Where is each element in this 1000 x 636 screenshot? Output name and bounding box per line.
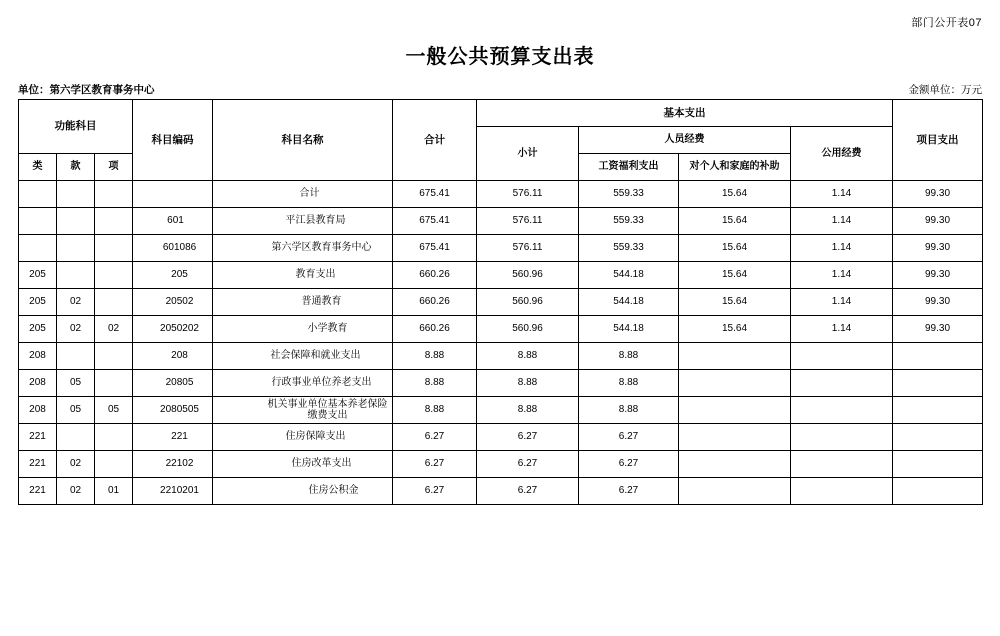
header-subject-code: 科目编码 <box>133 100 213 181</box>
cell-kuan: 02 <box>57 316 95 343</box>
cell-salary-welfare: 6.27 <box>579 451 679 478</box>
cell-subject-name: 机关事业单位基本养老保险缴费支出 <box>213 397 393 424</box>
cell-total: 6.27 <box>393 424 477 451</box>
cell-subject-name: 第六学区教育事务中心 <box>213 235 393 262</box>
cell-project-expenditure: 99.30 <box>893 262 983 289</box>
cell-public-funds: 1.14 <box>791 289 893 316</box>
cell-total: 660.26 <box>393 316 477 343</box>
header-function-subject: 功能科目 <box>19 100 133 154</box>
cell-total: 675.41 <box>393 235 477 262</box>
cell-total: 6.27 <box>393 478 477 505</box>
cell-xiang <box>95 451 133 478</box>
cell-subsidy-to-individuals <box>679 478 791 505</box>
cell-project-expenditure: 99.30 <box>893 208 983 235</box>
form-number-note: 部门公开表07 <box>911 17 982 29</box>
table-body <box>19 181 983 505</box>
table-row <box>19 478 983 505</box>
cell-subsidy-to-individuals: 15.64 <box>679 208 791 235</box>
cell-public-funds <box>791 370 893 397</box>
cell-class: 208 <box>19 343 57 370</box>
budget-expenditure-table <box>18 99 983 505</box>
cell-public-funds: 1.14 <box>791 235 893 262</box>
cell-basic-subtotal: 8.88 <box>477 397 579 424</box>
cell-class: 205 <box>19 316 57 343</box>
cell-kuan <box>57 262 95 289</box>
cell-salary-welfare: 559.33 <box>579 208 679 235</box>
cell-subject-name: 普通教育 <box>213 289 393 316</box>
cell-salary-welfare: 559.33 <box>579 235 679 262</box>
cell-class <box>19 208 57 235</box>
cell-basic-subtotal: 560.96 <box>477 316 579 343</box>
header-project-expenditure: 项目支出 <box>893 100 983 181</box>
cell-project-expenditure <box>893 478 983 505</box>
table-header-row-1 <box>19 100 983 127</box>
cell-kuan <box>57 343 95 370</box>
cell-salary-welfare: 544.18 <box>579 316 679 343</box>
cell-subsidy-to-individuals <box>679 397 791 424</box>
cell-subject-code: 20502 <box>133 289 213 316</box>
cell-xiang <box>95 289 133 316</box>
table-row <box>19 316 983 343</box>
cell-subject-code: 208 <box>133 343 213 370</box>
cell-class: 205 <box>19 262 57 289</box>
cell-subject-code: 205 <box>133 262 213 289</box>
cell-kuan: 05 <box>57 397 95 424</box>
cell-xiang <box>95 424 133 451</box>
cell-subject-code <box>133 181 213 208</box>
cell-subsidy-to-individuals: 15.64 <box>679 262 791 289</box>
table-row <box>19 370 983 397</box>
cell-total: 675.41 <box>393 181 477 208</box>
cell-xiang <box>95 343 133 370</box>
cell-subsidy-to-individuals: 15.64 <box>679 235 791 262</box>
cell-subsidy-to-individuals <box>679 370 791 397</box>
cell-class <box>19 181 57 208</box>
cell-total: 8.88 <box>393 397 477 424</box>
cell-xiang <box>95 235 133 262</box>
table-row <box>19 262 983 289</box>
cell-subject-name: 行政事业单位养老支出 <box>213 370 393 397</box>
cell-public-funds <box>791 424 893 451</box>
cell-kuan: 02 <box>57 478 95 505</box>
cell-salary-welfare: 544.18 <box>579 289 679 316</box>
cell-basic-subtotal: 560.96 <box>477 262 579 289</box>
header-subject-name: 科目名称 <box>213 100 393 181</box>
cell-subject-name: 合计 <box>213 181 393 208</box>
cell-class: 221 <box>19 451 57 478</box>
cell-project-expenditure: 99.30 <box>893 289 983 316</box>
cell-xiang: 02 <box>95 316 133 343</box>
cell-public-funds <box>791 343 893 370</box>
cell-kuan: 05 <box>57 370 95 397</box>
cell-total: 660.26 <box>393 262 477 289</box>
cell-total: 8.88 <box>393 370 477 397</box>
cell-salary-welfare: 6.27 <box>579 478 679 505</box>
cell-xiang: 01 <box>95 478 133 505</box>
cell-kuan <box>57 235 95 262</box>
cell-class <box>19 235 57 262</box>
cell-subject-name: 住房公积金 <box>213 478 393 505</box>
cell-subject-code: 601086 <box>133 235 213 262</box>
cell-subject-name: 教育支出 <box>213 262 393 289</box>
cell-subject-code: 601 <box>133 208 213 235</box>
table-row <box>19 235 983 262</box>
cell-basic-subtotal: 576.11 <box>477 208 579 235</box>
cell-subsidy-to-individuals: 15.64 <box>679 181 791 208</box>
cell-total: 660.26 <box>393 289 477 316</box>
cell-project-expenditure <box>893 397 983 424</box>
cell-total: 8.88 <box>393 343 477 370</box>
table-row <box>19 208 983 235</box>
cell-public-funds <box>791 451 893 478</box>
cell-xiang <box>95 181 133 208</box>
cell-subject-code: 2080505 <box>133 397 213 424</box>
cell-subject-code: 20805 <box>133 370 213 397</box>
cell-project-expenditure: 99.30 <box>893 181 983 208</box>
cell-salary-welfare: 8.88 <box>579 370 679 397</box>
cell-basic-subtotal: 560.96 <box>477 289 579 316</box>
cell-xiang <box>95 370 133 397</box>
cell-basic-subtotal: 8.88 <box>477 370 579 397</box>
cell-salary-welfare: 8.88 <box>579 397 679 424</box>
cell-kuan <box>57 181 95 208</box>
cell-subject-code: 221 <box>133 424 213 451</box>
cell-project-expenditure <box>893 424 983 451</box>
table-row <box>19 343 983 370</box>
cell-subsidy-to-individuals <box>679 343 791 370</box>
cell-public-funds: 1.14 <box>791 208 893 235</box>
header-subsidy-to-individuals: 对个人和家庭的补助 <box>679 154 791 181</box>
cell-subject-name: 住房改革支出 <box>213 451 393 478</box>
header-personnel-funds: 人员经费 <box>579 127 791 154</box>
cell-project-expenditure <box>893 451 983 478</box>
cell-project-expenditure: 99.30 <box>893 316 983 343</box>
cell-public-funds <box>791 478 893 505</box>
cell-subsidy-to-individuals: 15.64 <box>679 289 791 316</box>
cell-kuan: 02 <box>57 451 95 478</box>
unit-label: 单位：第六学区教育事务中心 <box>18 84 155 96</box>
cell-subject-name: 平江县教育局 <box>213 208 393 235</box>
cell-subject-code: 2210201 <box>133 478 213 505</box>
meta-row <box>18 82 982 97</box>
cell-xiang: 05 <box>95 397 133 424</box>
table-row <box>19 397 983 424</box>
cell-kuan: 02 <box>57 289 95 316</box>
cell-project-expenditure <box>893 370 983 397</box>
header-basic-subtotal: 小计 <box>477 127 579 181</box>
cell-subject-code: 22102 <box>133 451 213 478</box>
cell-public-funds <box>791 397 893 424</box>
cell-subsidy-to-individuals: 15.64 <box>679 316 791 343</box>
cell-subject-name: 社会保障和就业支出 <box>213 343 393 370</box>
cell-subject-name: 住房保障支出 <box>213 424 393 451</box>
cell-public-funds: 1.14 <box>791 316 893 343</box>
cell-xiang <box>95 262 133 289</box>
cell-public-funds: 1.14 <box>791 181 893 208</box>
cell-class: 205 <box>19 289 57 316</box>
table-row <box>19 289 983 316</box>
cell-basic-subtotal: 576.11 <box>477 181 579 208</box>
header-salary-welfare: 工资福利支出 <box>579 154 679 181</box>
cell-subject-code: 2050202 <box>133 316 213 343</box>
cell-basic-subtotal: 8.88 <box>477 343 579 370</box>
table-row <box>19 424 983 451</box>
header-xiang: 项 <box>95 154 133 181</box>
header-total: 合计 <box>393 100 477 181</box>
cell-kuan <box>57 424 95 451</box>
page-title: 一般公共预算支出表 <box>405 46 595 68</box>
cell-subsidy-to-individuals <box>679 451 791 478</box>
cell-class: 221 <box>19 424 57 451</box>
header-kuan: 款 <box>57 154 95 181</box>
header-public-funds: 公用经费 <box>791 127 893 181</box>
cell-salary-welfare: 8.88 <box>579 343 679 370</box>
cell-class: 208 <box>19 397 57 424</box>
amount-unit-label: 金额单位：万元 <box>908 84 982 96</box>
cell-basic-subtotal: 6.27 <box>477 451 579 478</box>
cell-basic-subtotal: 6.27 <box>477 424 579 451</box>
cell-subject-name: 小学教育 <box>213 316 393 343</box>
cell-salary-welfare: 544.18 <box>579 262 679 289</box>
cell-public-funds: 1.14 <box>791 262 893 289</box>
cell-xiang <box>95 208 133 235</box>
table-row <box>19 181 983 208</box>
cell-basic-subtotal: 6.27 <box>477 478 579 505</box>
cell-project-expenditure <box>893 343 983 370</box>
cell-salary-welfare: 6.27 <box>579 424 679 451</box>
cell-class: 208 <box>19 370 57 397</box>
cell-salary-welfare: 559.33 <box>579 181 679 208</box>
cell-project-expenditure: 99.30 <box>893 235 983 262</box>
cell-class: 221 <box>19 478 57 505</box>
header-basic-expenditure: 基本支出 <box>477 100 893 127</box>
cell-kuan <box>57 208 95 235</box>
cell-basic-subtotal: 576.11 <box>477 235 579 262</box>
header-class: 类 <box>19 154 57 181</box>
cell-subsidy-to-individuals <box>679 424 791 451</box>
cell-total: 675.41 <box>393 208 477 235</box>
cell-total: 6.27 <box>393 451 477 478</box>
table-row <box>19 451 983 478</box>
